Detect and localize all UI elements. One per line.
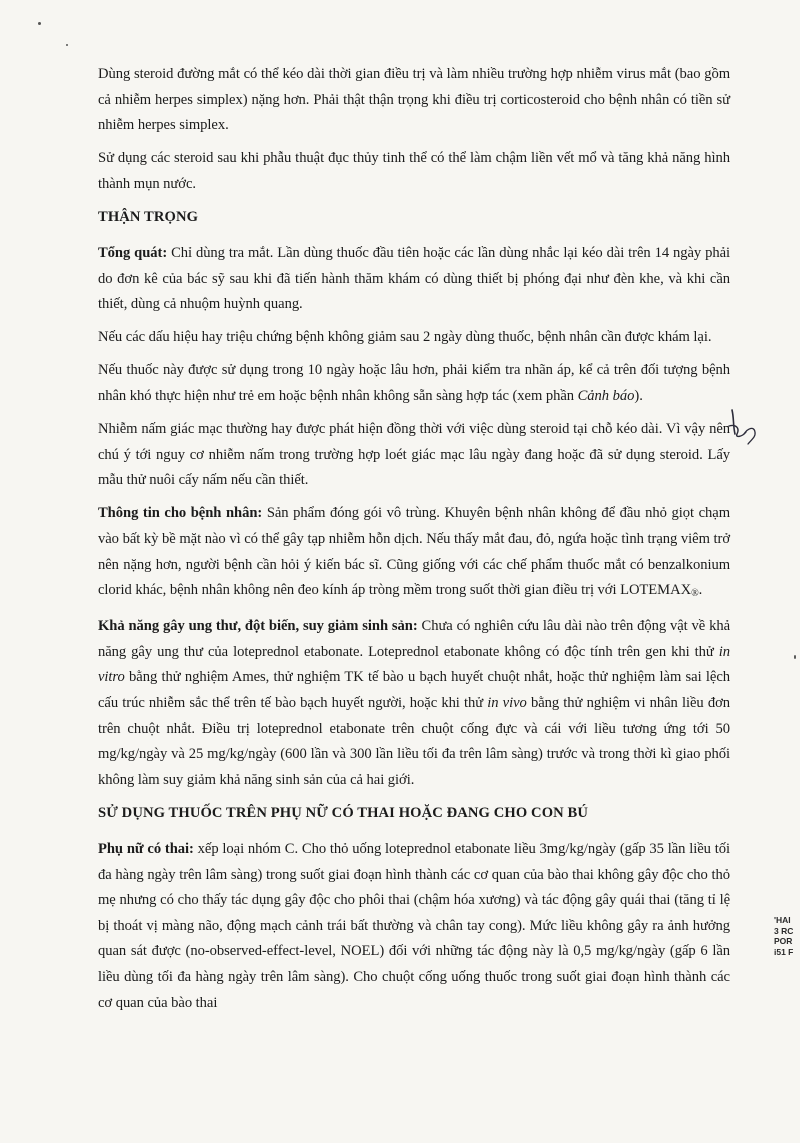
paragraph-intraocular-pressure [98,358,730,409]
label-carcinogenesis: Khả năng gây ung thư, đột biến, suy giảm sinh sản: [98,618,418,635]
margin-line: POR [774,936,793,946]
paragraph-fungal-infection: Nhiễm nấm giác mạc thường hay được phát hiện đồng thời với việc dùng steroid tại chỗ kéo dài. Vì vậy nên chú ý tới nguy cơ nhiễm nấm trong trường hợp loét giác mạc lâu ngày đang hoặc đã sử dụng steroid. Lấy mẫu thử nuôi cấy nấm nếu cần thiết. [98,421,730,489]
scan-speck [794,655,796,659]
handwritten-initials [724,404,760,448]
label-patient-information: Thông tin cho bệnh nhân: [98,505,263,522]
text-iop: Nếu thuốc này được sử dụng trong 10 ngày hoặc lâu hơn, phải kiểm tra nhãn áp, kể cả trên đối tượng bệnh nhân khó thực hiện như trẻ em hoặc bệnh nhân không sẵn sàng hợp tác (xem phần [98,362,730,405]
label-general: Tổng quát: [98,245,168,262]
text-carcinogenesis-3: bằng thử nghiệm vi nhân liều đơn trên chuột nhắt. Điều trị loteprednol etabonate trên chuột cống đực và cái với liều tương ứng tới 50 mg/kg/ngày và 25 mg/kg/ngày (600 lần và 300 lần liều tối đa trên lâm sàng) trước và trong thời kì giao phối không làm suy giảm khả năng sinh sản của cả hai giới. [98,695,730,788]
label-pregnancy: Phụ nữ có thai: [98,841,194,858]
paragraph-steroid-infection: Dùng steroid đường mắt có thể kéo dài thời gian điều trị và làm nhiều trường hợp nhiễm virus mắt (bao gồm cả nhiễm herpes simplex) nặng hơn. Phải thật thận trọng khi điều trị corticosteroid cho bệnh nhân có tiền sử nhiễm herpes simplex. [98,66,730,134]
text-pregnancy: xếp loại nhóm C. Cho thỏ uống loteprednol etabonate liều 3mg/kg/ngày (gấp 35 lần liều tối đa hàng ngày trên lâm sàng) trong suốt giai đoạn hình thành các cơ quan của bào thai không gây độc cho thỏ mẹ nhưng có cho thấy tác dụng gây độc cho phôi thai (chậm hóa xương) và tác động gây quái thai (tăng tỉ lệ bị thoát vị màng não, động mạch cảnh trái bất thường và chân tay cong). Mức liều không gây ra ảnh hưởng quan sát được (no-observed-effect-level, NOEL) đối với những tác động này là 0,5 mg/kg/ngày (gấp 6 lần liều dùng tối đa hàng ngày trên lâm sàng). Cho chuột cống uống thuốc trong suốt giai đoạn hình thành các cơ quan của bào thai [98,841,730,1011]
text-carcinogenesis-1: Chưa có nghiên cứu lâu dài nào trên động vật về khả năng gây ung thư của loteprednol etabonate. Loteprednol etabonate không có độc tính trên gen khi thử [98,618,730,660]
text-iop-end: ). [634,388,643,405]
paragraph-patient-information [98,501,730,606]
term-in-vivo: in vivo [487,695,527,712]
margin-line: 'HAI [774,915,791,925]
paragraph-reexamination: Nếu các dấu hiệu hay triệu chứng bệnh không giảm sau 2 ngày dùng thuốc, bệnh nhân cần được khám lại. [98,329,712,346]
margin-line: 3 RC [774,925,794,936]
heading-pregnancy-lactation: SỬ DỤNG THUỐC TRÊN PHỤ NỮ CÓ THAI HOẶC ĐANG CHO CON BÚ [98,805,589,822]
scan-speck [66,44,68,46]
document-page [98,62,730,1024]
registered-mark: ® [691,588,699,600]
paragraph-general [98,241,730,318]
paragraph-carcinogenesis [98,614,730,793]
text-carcinogenesis-2: bằng thử nghiệm Ames, thử nghiệm TK tế bào u bạch huyết chuột nhắt, hoặc thử nghiệm làm sai lệch cấu trúc nhiễm sắc thể trên tế bào bạch huyết người, hoặc khi thử [98,669,730,712]
reference-warnings: Cảnh báo [577,388,635,405]
paragraph-cataract-surgery: Sử dụng các steroid sau khi phẫu thuật đục thủy tinh thể có thể làm chậm liền vết mổ và tăng khả năng hình thành mụn nước. [98,150,730,192]
text-general: Chỉ dùng tra mắt. Lần dùng thuốc đầu tiên hoặc các lần dùng nhắc lại kéo dài trên 14 ngày phải do đơn kê của bác sỹ sau khi đã tiến hành thăm khám có dùng thiết bị phóng đại như đèn khe, và khi cần thiết, dùng cả nhuộm huỳnh quang. [98,245,730,313]
margin-line: i51 F [774,946,794,957]
cropped-margin-text [774,915,793,957]
paragraph-pregnancy [98,837,730,1016]
term-in-vitro: in vitro [98,643,730,686]
scan-speck [38,22,41,25]
text-patient-end: . [698,582,703,599]
heading-precautions: THẬN TRỌNG [98,209,199,226]
text-patient-information: Sản phẩm đóng gói vô trùng. Khuyên bệnh nhân không để đầu nhỏ giọt chạm vào bất kỳ bề mặt nào vì có thể gây tạp nhiễm hỗn dịch. Nếu thấy mắt đau, đỏ, ngứa hoặc tình trạng viêm trở nên nặng hơn, người bệnh cần hỏi ý kiến bác sĩ. Cũng giống với các chế phẩm thuốc mắt có benzalkonium clorid khác, bệnh nhân không nên đeo kính áp tròng mềm trong suốt thời gian điều trị với LOTEMAX [98,505,730,599]
